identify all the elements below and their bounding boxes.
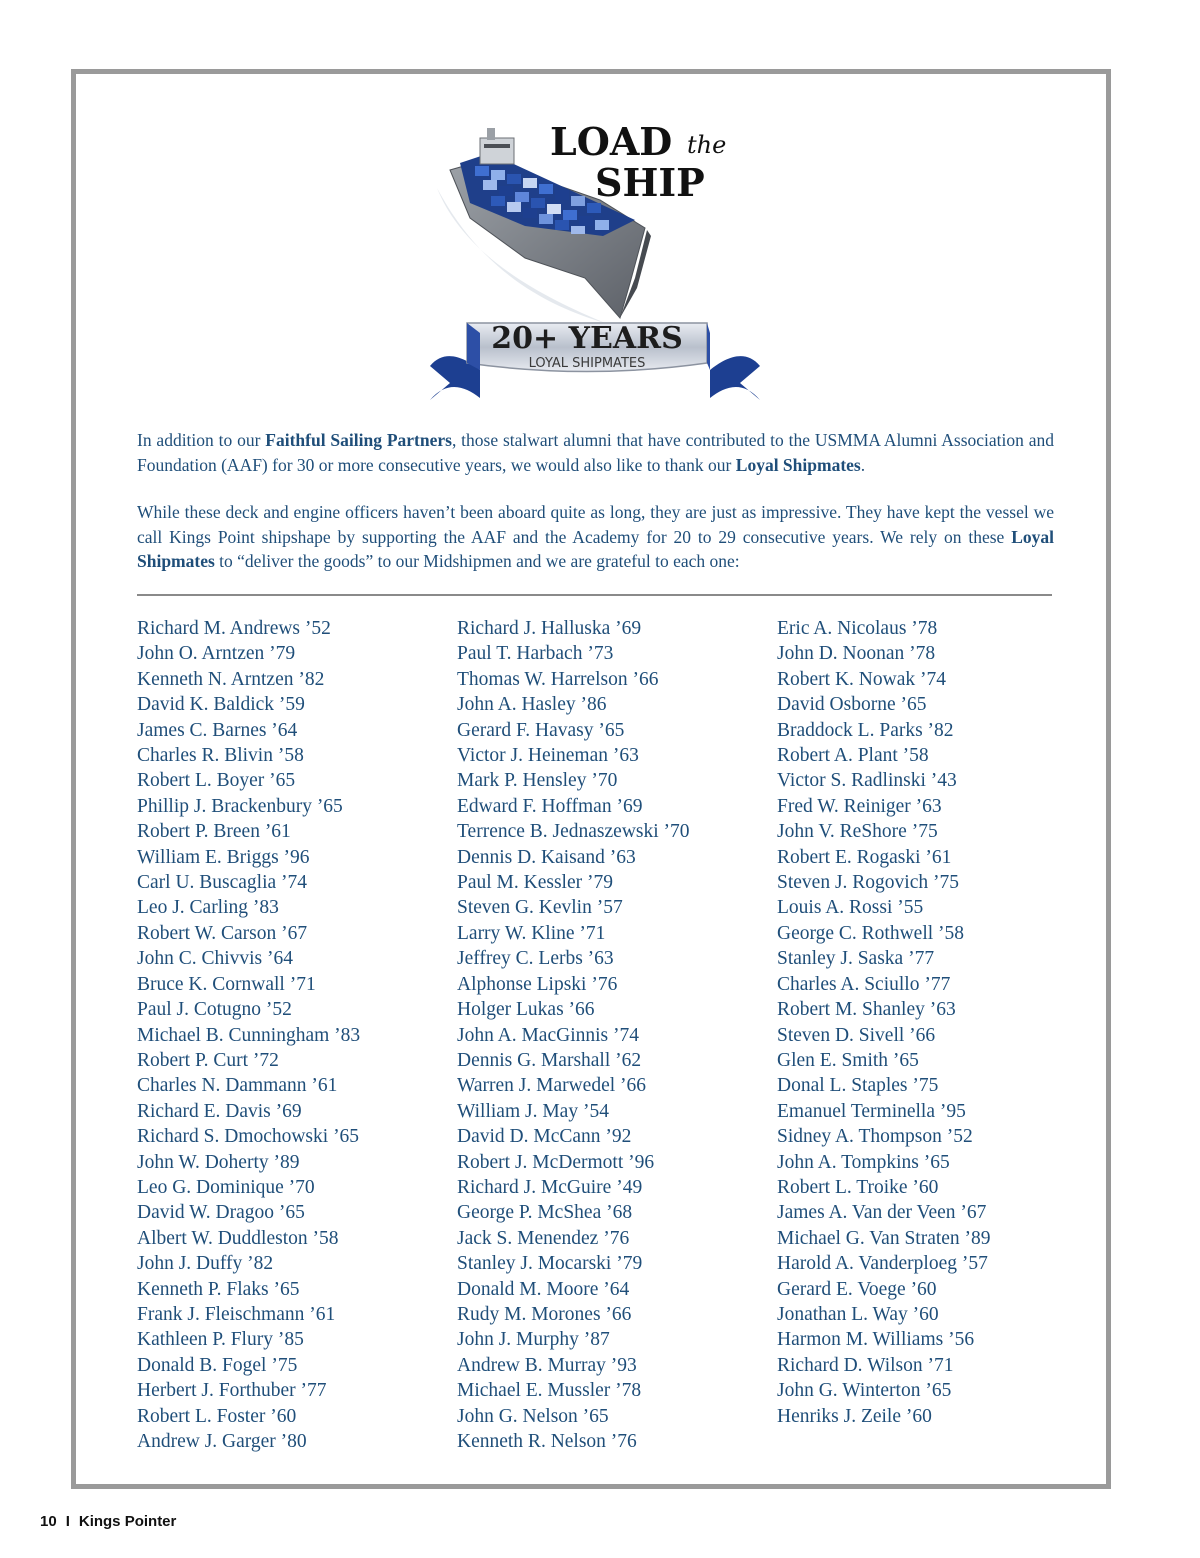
intro-text: to “deliver the goods” to our Midshipmen and we are grateful to each one:: [214, 551, 740, 571]
name-entry: Kathleen P. Flury ’85: [137, 1329, 304, 1351]
name-entry: Holger Lukas ’66: [457, 999, 595, 1021]
intro-text: While these deck and engine officers haven’t been aboard quite as long, they are just as impressive. They have kept the vessel we call Kings Point shipshape by supporting the AAF and the Academy for 20 to 29 consecutive years. We rely on these: [137, 502, 1054, 547]
name-entry: Fred W. Reiniger ’63: [777, 795, 942, 817]
name-entry: Charles A. Sciullo ’77: [777, 973, 951, 995]
name-entry: Steven G. Kevlin ’57: [457, 897, 623, 919]
names-column-3: [777, 616, 1077, 1429]
name-entry: Michael G. Van Straten ’89: [777, 1227, 991, 1249]
name-entry: Kenneth R. Nelson ’76: [457, 1431, 637, 1452]
name-entry: Michael E. Mussler ’78: [457, 1380, 642, 1402]
name-entry: Paul T. Harbach ’73: [457, 643, 614, 665]
loyal-shipmates-label: Loyal Shipmates: [137, 526, 1054, 571]
name-entry: Victor J. Heineman ’63: [457, 745, 639, 767]
banner-subtitle: LOYAL SHIPMATES: [528, 356, 646, 371]
name-entry: Albert W. Duddleston ’58: [137, 1227, 339, 1249]
name-entry: Michael B. Cunningham ’83: [137, 1024, 361, 1046]
name-entry: Andrew J. Garger ’80: [137, 1431, 307, 1452]
name-entry: Charles R. Blivin ’58: [137, 745, 304, 767]
intro-text: , those stalwart alumni that have contributed to the USMMA Alumni Association and Foundation (AAF) for 30 or more consecutive years, we would also like to thank our: [137, 430, 1055, 475]
name-entry: Stanley J. Mocarski ’79: [457, 1253, 643, 1275]
name-entry: Edward F. Hoffman ’69: [457, 795, 643, 817]
name-entry: Phillip J. Brackenbury ’65: [137, 795, 343, 817]
name-entry: Gerard F. Havasy ’65: [457, 719, 625, 741]
name-entry: Richard M. Andrews ’52: [137, 618, 331, 639]
intro-text: In addition to our: [137, 430, 266, 450]
name-entry: Richard D. Wilson ’71: [777, 1354, 954, 1376]
name-entry: George C. Rothwell ’58: [777, 922, 965, 944]
name-entry: Dennis D. Kaisand ’63: [457, 846, 636, 868]
name-entry: Sidney A. Thompson ’52: [777, 1126, 973, 1148]
name-entry: Dennis G. Marshall ’62: [457, 1049, 642, 1071]
name-entry: Victor S. Radlinski ’43: [777, 770, 957, 792]
name-entry: George P. McShea ’68: [457, 1202, 633, 1224]
name-entry: Herbert J. Forthuber ’77: [137, 1380, 327, 1402]
load-the-ship-logo: [425, 108, 765, 408]
name-entry: John A. MacGinnis ’74: [457, 1024, 639, 1046]
name-entry: James C. Barnes ’64: [137, 719, 298, 741]
name-entry: Alphonse Lipski ’76: [457, 973, 618, 995]
page-number: 10: [40, 1513, 57, 1530]
names-column-1: [137, 616, 437, 1454]
name-entry: Braddock L. Parks ’82: [777, 719, 954, 741]
name-entry: Gerard E. Voege ’60: [777, 1278, 937, 1300]
name-entry: Thomas W. Harrelson ’66: [457, 668, 659, 690]
name-entry: Robert A. Plant ’58: [777, 745, 929, 767]
name-entry: Harmon M. Williams ’56: [777, 1329, 975, 1351]
name-entry: Donald B. Fogel ’75: [137, 1354, 298, 1376]
name-entry: Jonathan L. Way ’60: [777, 1303, 939, 1325]
name-entry: Robert P. Breen ’61: [137, 821, 291, 843]
name-entry: Glen E. Smith ’65: [777, 1049, 919, 1071]
name-entry: Harold A. Vanderploeg ’57: [777, 1253, 988, 1275]
name-entry: Stanley J. Saska ’77: [777, 948, 935, 970]
name-entry: Paul J. Cotugno ’52: [137, 999, 292, 1021]
logo-title-load: LOAD: [550, 119, 673, 164]
name-entry: Warren J. Marwedel ’66: [457, 1075, 647, 1097]
name-entry: Jeffrey C. Lerbs ’63: [457, 948, 614, 970]
name-entry: Donal L. Staples ’75: [777, 1075, 939, 1097]
name-entry: David D. McCann ’92: [457, 1126, 632, 1148]
name-entry: Leo G. Dominique ’70: [137, 1176, 315, 1198]
loyal-shipmates-label: Loyal Shipmates: [735, 454, 861, 475]
name-entry: Rudy M. Morones ’66: [457, 1303, 632, 1325]
name-entry: John A. Hasley ’86: [457, 694, 607, 716]
name-entry: Robert L. Foster ’60: [137, 1405, 297, 1427]
name-entry: David Osborne ’65: [777, 694, 927, 716]
name-entry: Robert M. Shanley ’63: [777, 999, 956, 1021]
name-entry: Richard J. McGuire ’49: [457, 1176, 643, 1198]
name-entry: John W. Doherty ’89: [137, 1151, 300, 1173]
divider-rule: [137, 594, 1052, 596]
intro-paragraph-2: [137, 500, 1054, 574]
name-entry: Richard E. Davis ’69: [137, 1100, 302, 1122]
name-entry: Kenneth N. Arntzen ’82: [137, 668, 325, 690]
name-entry: John J. Murphy ’87: [457, 1329, 610, 1351]
name-entry: Henriks J. Zeile ’60: [777, 1405, 932, 1427]
name-entry: Steven J. Rogovich ’75: [777, 872, 959, 894]
name-entry: John V. ReShore ’75: [777, 821, 938, 843]
name-entry: Emanuel Terminella ’95: [777, 1100, 966, 1122]
name-entry: John D. Noonan ’78: [777, 643, 936, 665]
names-column-2: [457, 616, 757, 1454]
faithful-sailing-partners-label: Faithful Sailing Partners: [265, 430, 452, 450]
name-entry: Steven D. Sivell ’66: [777, 1024, 936, 1046]
publication-name: Kings Pointer: [78, 1513, 177, 1530]
name-entry: John J. Duffy ’82: [137, 1253, 274, 1275]
name-entry: Robert E. Rogaski ’61: [777, 846, 952, 868]
name-entry: John C. Chivvis ’64: [137, 948, 294, 970]
name-entry: Robert L. Boyer ’65: [137, 770, 296, 792]
intro-paragraph-1: [137, 428, 1054, 477]
name-entry: John G. Winterton ’65: [777, 1380, 952, 1402]
name-entry: William J. May ’54: [457, 1100, 609, 1122]
name-entry: Eric A. Nicolaus ’78: [777, 618, 938, 639]
intro-text: .: [860, 454, 866, 475]
name-entry: Robert J. McDermott ’96: [457, 1151, 655, 1173]
name-entry: David K. Baldick ’59: [137, 694, 305, 716]
logo-title-the: the: [687, 131, 727, 159]
name-entry: Bruce K. Cornwall ’71: [137, 973, 316, 995]
page-footer: [40, 1513, 176, 1530]
name-entry: Charles N. Dammann ’61: [137, 1075, 338, 1097]
name-entry: Paul M. Kessler ’79: [457, 872, 613, 894]
name-entry: Andrew B. Murray ’93: [457, 1354, 637, 1376]
banner-title: 20+ YEARS: [491, 321, 683, 356]
name-entry: John A. Tompkins ’65: [777, 1151, 950, 1173]
name-entry: Jack S. Menendez ’76: [457, 1227, 630, 1249]
name-entry: William E. Briggs ’96: [137, 846, 310, 868]
name-entry: Kenneth P. Flaks ’65: [137, 1278, 300, 1300]
name-entry: Richard S. Dmochowski ’65: [137, 1126, 360, 1148]
logo-title-ship: SHIP: [595, 160, 705, 205]
name-entry: John O. Arntzen ’79: [137, 643, 296, 665]
name-entry: Carl U. Buscaglia ’74: [137, 872, 308, 894]
name-entry: Robert K. Nowak ’74: [777, 668, 946, 690]
name-entry: Mark P. Hensley ’70: [457, 770, 618, 792]
name-entry: Larry W. Kline ’71: [457, 922, 606, 944]
name-entry: Donald M. Moore ’64: [457, 1278, 630, 1300]
footer-separator: I: [65, 1513, 70, 1530]
name-entry: James A. Van der Veen ’67: [777, 1202, 987, 1224]
name-entry: David W. Dragoo ’65: [137, 1202, 305, 1224]
name-entry: John G. Nelson ’65: [457, 1405, 609, 1427]
name-entry: Robert L. Troike ’60: [777, 1176, 939, 1198]
name-entry: Richard J. Halluska ’69: [457, 618, 642, 639]
name-entry: Robert P. Curt ’72: [137, 1049, 279, 1071]
name-entry: Louis A. Rossi ’55: [777, 897, 924, 919]
name-entry: Leo J. Carling ’83: [137, 897, 279, 919]
name-entry: Robert W. Carson ’67: [137, 922, 308, 944]
name-entry: Frank J. Fleischmann ’61: [137, 1303, 336, 1325]
name-entry: Terrence B. Jednaszewski ’70: [457, 821, 690, 843]
